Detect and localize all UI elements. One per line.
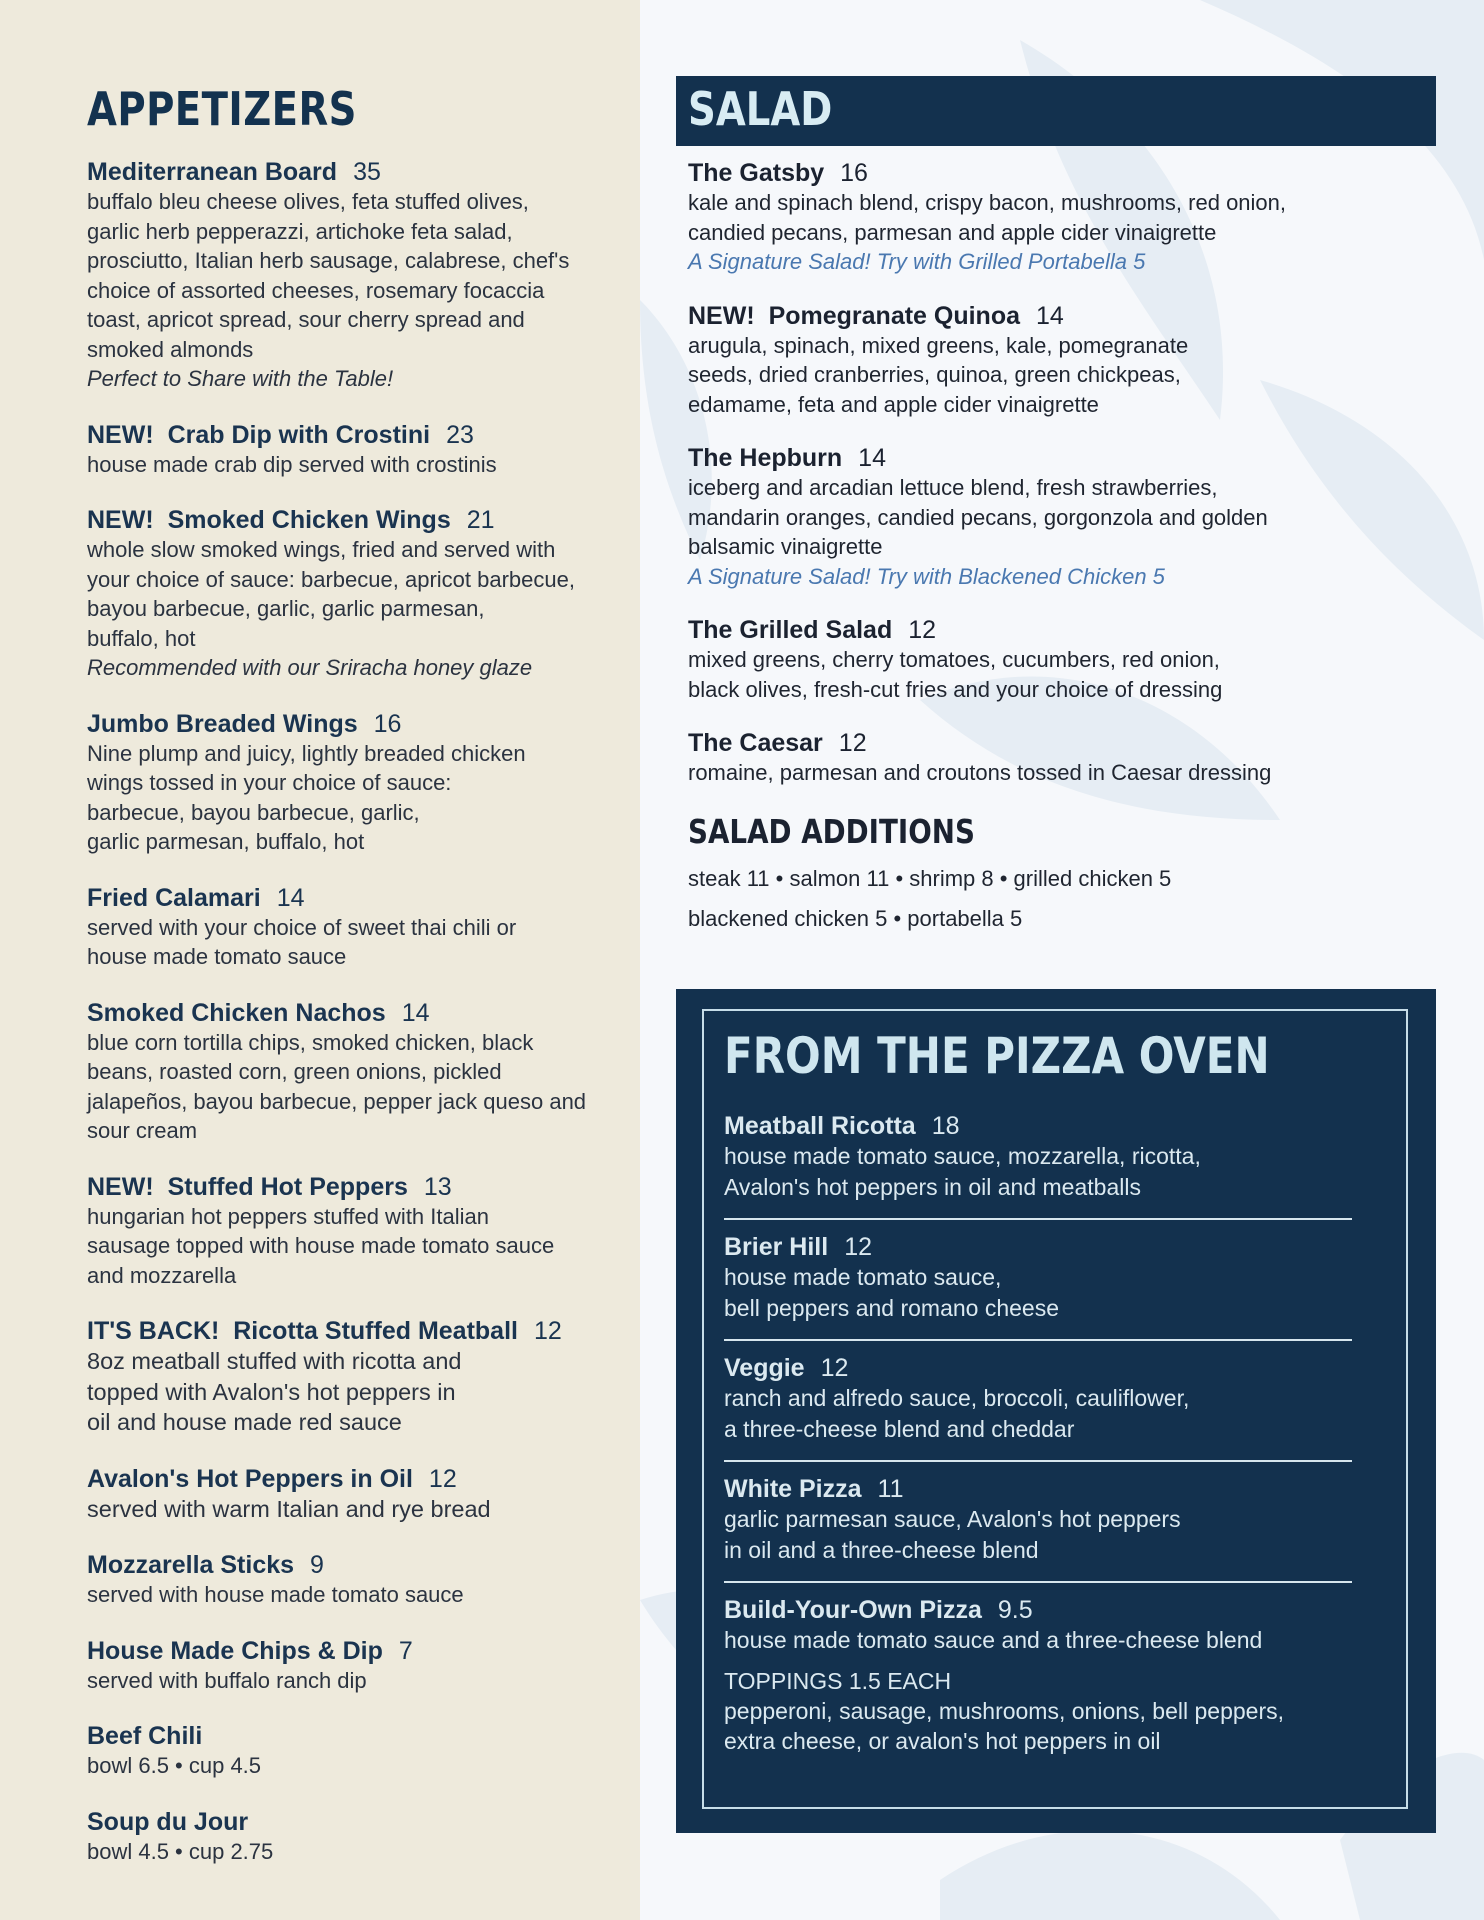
pizza-description-line: ranch and alfredo sauce, broccoli, cauliflower, [724, 1385, 1190, 1411]
appetizer-item [87, 1807, 617, 1867]
pizza-description-line: bell peppers and romano cheese [724, 1294, 1060, 1321]
appetizer-description-line: smoked almonds [87, 336, 254, 362]
menu-item-title-line [87, 157, 617, 187]
menu-item-title-line [688, 301, 1428, 331]
menu-item-name-text: Stuffed Hot Peppers [167, 1172, 408, 1201]
menu-item-name-text: Jumbo Breaded Wings [87, 709, 358, 738]
menu-item-price: 7 [398, 1636, 413, 1665]
menu-item-name [724, 1112, 916, 1140]
menu-item-name-text: Veggie [724, 1354, 805, 1382]
menu-item-name [87, 1551, 294, 1579]
menu-item-name [688, 302, 1020, 330]
menu-item-title-line [87, 1636, 617, 1666]
pizza-description-line: garlic parmesan sauce, Avalon's hot peppers [724, 1506, 1181, 1532]
appetizer-item [87, 1721, 617, 1781]
appetizer-description-line: bowl 4.5 • cup 2.75 [87, 1838, 274, 1864]
menu-item-prefix: NEW! [87, 420, 154, 449]
appetizer-description-line: served with buffalo ranch dip [87, 1667, 367, 1693]
menu-item-name-text: Mozzarella Sticks [87, 1551, 295, 1579]
appetizer-description-line: house made tomato sauce [87, 944, 347, 969]
salad-additions-line: steak 11 • salmon 11 • shrimp 8 • grilled chicken 5 [688, 866, 1172, 891]
menu-item-name [724, 1596, 982, 1624]
appetizer-item [87, 157, 617, 394]
menu-item-title-line [87, 1464, 617, 1494]
menu-item-price: 12 [820, 1354, 849, 1382]
appetizer-description-line: blue corn tortilla chips, smoked chicken, black [87, 1029, 534, 1055]
menu-item-name-text: White Pizza [724, 1475, 862, 1503]
salad-pizza-panel [640, 0, 1484, 1920]
menu-item-name [87, 421, 430, 449]
appetizer-item [87, 1464, 617, 1525]
menu-item-title-line [87, 1807, 617, 1837]
appetizer-description-line: buffalo bleu cheese olives, feta stuffed olives, [87, 189, 529, 214]
salad-description-line: edamame, feta and apple cider vinaigrette [688, 391, 1099, 417]
appetizer-description-line: jalapeños, bayou barbecue, pepper jack queso and [87, 1088, 587, 1114]
salad-description-line: mandarin oranges, candied pecans, gorgonzola and golden [688, 504, 1268, 530]
menu-item-name [87, 1808, 248, 1836]
appetizer-item [87, 420, 617, 480]
menu-item-price: 12 [838, 729, 867, 757]
appetizer-description-line: barbecue, bayou barbecue, garlic, [87, 799, 420, 825]
menu-item-price: 16 [840, 159, 868, 187]
appetizer-item [87, 1550, 617, 1610]
menu-item-name-text: The Caesar [688, 729, 823, 757]
salad-description-line: iceberg and arcadian lettuce blend, fresh strawberries, [688, 475, 1218, 500]
pizza-description-line: in oil and a three-cheese blend [724, 1536, 1039, 1563]
appetizer-item [87, 998, 617, 1146]
menu-item-prefix: IT'S BACK! [87, 1317, 220, 1345]
appetizer-description-line: bowl 6.5 • cup 4.5 [87, 1753, 262, 1778]
salad-description-line: mixed greens, cherry tomatoes, cucumbers, red onion, [688, 647, 1220, 672]
appetizer-description-line: prosciutto, Italian herb sausage, calabrese, chef's [87, 248, 570, 273]
salad-description-line: arugula, spinach, mixed greens, kale, pomegranate [688, 332, 1189, 358]
pizza-heading: FROM THE PIZZA OVEN [724, 1027, 1270, 1085]
appetizer-description-line: and mozzarella [87, 1262, 237, 1288]
menu-item-price: 21 [466, 506, 495, 534]
menu-item-price: 18 [931, 1112, 960, 1140]
pizza-item [724, 1341, 1352, 1462]
salad-item [688, 443, 1428, 591]
menu-item-price: 11 [877, 1475, 904, 1503]
menu-item-name-text: The Hepburn [688, 444, 843, 472]
appetizer-description-line: hungarian hot peppers stuffed with Italian [87, 1203, 489, 1229]
menu-item-name [688, 616, 892, 644]
menu-item-name [87, 884, 261, 912]
appetizers-panel [0, 0, 640, 1920]
menu-item-price: 13 [423, 1172, 452, 1201]
salad-signature-note: A Signature Salad! Try with Blackened Chicken 5 [688, 563, 1165, 589]
menu-item-title-line [87, 709, 617, 739]
menu-item-title-line [688, 158, 1428, 188]
appetizer-description-line: choice of assorted cheeses, rosemary focaccia [87, 277, 545, 303]
appetizer-description-line: served with warm Italian and rye bread [87, 1495, 491, 1522]
salad-additions-heading: SALAD ADDITIONS [688, 812, 975, 851]
menu-item-name [688, 159, 824, 187]
menu-item-title-line [688, 728, 1428, 758]
appetizer-description-line: served with house made tomato sauce [87, 1582, 464, 1607]
menu-item-name-text: Soup du Jour [87, 1807, 249, 1836]
appetizer-item [87, 883, 617, 972]
salad-description-line: candied pecans, parmesan and apple cider vinaigrette [688, 219, 1217, 245]
menu-item-name [87, 158, 337, 186]
menu-item-price: 14 [276, 883, 305, 912]
salad-list [688, 158, 1428, 812]
menu-item-price: 9 [310, 1551, 324, 1579]
menu-item-title-line [724, 1111, 1352, 1141]
menu-item-name-text: Build-Your-Own Pizza [724, 1596, 982, 1624]
salad-item [688, 158, 1428, 277]
salad-description-line: kale and spinach blend, crispy bacon, mushrooms, red onion, [688, 190, 1287, 215]
appetizer-item [87, 1316, 617, 1438]
menu-item-title-line [688, 443, 1428, 473]
menu-item-title-line [87, 420, 617, 450]
appetizer-item [87, 1172, 617, 1291]
menu-item-name [87, 710, 358, 738]
menu-item-name-text: The Grilled Salad [688, 616, 893, 644]
menu-item-name [87, 1637, 383, 1665]
menu-item-title-line [87, 505, 617, 535]
menu-item-price: 12 [908, 616, 937, 644]
menu-item-title-line [688, 615, 1428, 645]
appetizer-description-line: bayou barbecue, garlic, garlic parmesan, [87, 596, 485, 621]
menu-item-title-line [724, 1595, 1352, 1625]
menu-item-title-line [724, 1474, 1352, 1504]
menu-item-price: 14 [858, 444, 886, 472]
pizza-item [724, 1111, 1352, 1220]
menu-item-price: 12 [844, 1233, 873, 1261]
menu-item-title-line [87, 998, 617, 1028]
menu-item-name [87, 999, 386, 1027]
toppings-line: pepperoni, sausage, mushrooms, onions, bell peppers, [724, 1697, 1285, 1724]
menu-item-price: 12 [428, 1464, 457, 1493]
appetizer-description-line: your choice of sauce: barbecue, apricot barbecue, [87, 566, 575, 592]
menu-item-title-line [87, 1172, 617, 1202]
salad-additions-line: blackened chicken 5 • portabella 5 [688, 906, 1023, 931]
salad-description-line: balsamic vinaigrette [688, 534, 883, 559]
menu-item-name-text: Brier Hill [724, 1233, 829, 1261]
pizza-item [724, 1220, 1352, 1341]
pizza-description-line: a three-cheese blend and cheddar [724, 1415, 1075, 1442]
salad-item [688, 301, 1428, 420]
menu-item-name [87, 1722, 202, 1750]
salad-description-line: black olives, fresh-cut fries and your choice of dressing [688, 676, 1223, 702]
menu-item-title-line [724, 1353, 1352, 1383]
appetizer-note: Perfect to Share with the Table! [87, 366, 394, 391]
menu-item-prefix: NEW! [87, 1172, 154, 1201]
menu-item-name-text: Smoked Chicken Wings [167, 506, 451, 534]
appetizer-description-line: topped with Avalon's hot peppers in [87, 1378, 456, 1405]
pizza-frame [702, 1009, 1408, 1809]
menu-item-name-text: Crab Dip with Crostini [167, 420, 431, 449]
menu-item-name [87, 1465, 413, 1493]
appetizer-item [87, 1636, 617, 1696]
menu-item-name [688, 729, 823, 757]
menu-item-name-text: Smoked Chicken Nachos [87, 998, 386, 1027]
pizza-item [724, 1462, 1352, 1583]
menu-item-price: 23 [446, 420, 474, 449]
salad-header-band [676, 76, 1436, 146]
appetizer-description-line: garlic parmesan, buffalo, hot [87, 829, 365, 854]
appetizer-description-line: buffalo, hot [87, 625, 196, 651]
menu-item-name [87, 506, 451, 534]
menu-item-name [87, 1173, 408, 1201]
appetizer-description-line: garlic herb pepperazzi, artichoke feta salad, [87, 218, 513, 244]
menu-item-price: 14 [1036, 301, 1064, 330]
menu-item-name-text: Pomegranate Quinoa [768, 301, 1021, 330]
salad-heading: SALAD [688, 82, 833, 136]
appetizer-description-line: served with your choice of sweet thai chili or [87, 914, 517, 940]
pizza-section [676, 989, 1436, 1833]
menu-item-title-line [87, 1721, 617, 1751]
menu-item-title-line [724, 1232, 1352, 1262]
appetizer-description-line: beans, roasted corn, green onions, pickled [87, 1059, 502, 1084]
appetizer-description-line: sour cream [87, 1118, 198, 1143]
menu-item-name-text: Beef Chili [87, 1722, 203, 1750]
appetizer-description-line: Nine plump and juicy, lightly breaded chicken [87, 740, 526, 766]
menu-item-prefix: NEW! [87, 506, 154, 534]
menu-item-name [87, 1317, 518, 1345]
menu-item-name-text: Mediterranean Board [87, 158, 338, 186]
appetizers-heading: APPETIZERS [87, 82, 357, 136]
appetizer-description-line: 8oz meatball stuffed with ricotta and [87, 1348, 462, 1374]
menu-item-name-text: Ricotta Stuffed Meatball [233, 1317, 518, 1345]
menu-item-name [724, 1475, 862, 1503]
appetizer-item [87, 505, 617, 683]
menu-item-name-text: House Made Chips & Dip [87, 1636, 383, 1665]
appetizers-list [87, 157, 617, 1892]
menu-item-price: 9.5 [997, 1596, 1033, 1624]
menu-item-name [724, 1354, 805, 1382]
salad-description-line: seeds, dried cranberries, quinoa, green chickpeas, [688, 362, 1181, 387]
menu-item-title-line [87, 1316, 617, 1346]
pizza-item [724, 1583, 1352, 1773]
salad-item [688, 728, 1428, 788]
menu-item-title-line [87, 883, 617, 913]
menu-item-name [688, 444, 842, 472]
pizza-description-line: house made tomato sauce, mozzarella, ricotta, [724, 1143, 1201, 1169]
pizza-description-line: Avalon's hot peppers in oil and meatballs [724, 1173, 1141, 1200]
appetizer-description-line: whole slow smoked wings, fried and served with [87, 537, 556, 562]
menu-item-name [724, 1233, 828, 1261]
appetizer-description-line: wings tossed in your choice of sauce: [87, 770, 452, 795]
pizza-description-line: house made tomato sauce and a three-cheese blend [724, 1627, 1263, 1653]
menu-item-title-line [87, 1550, 617, 1580]
menu-item-name-text: Meatball Ricotta [724, 1112, 916, 1140]
appetizer-description-line: house made crab dip served with crostinis [87, 451, 497, 477]
pizza-list [724, 1111, 1352, 1773]
menu-item-price: 14 [401, 998, 430, 1027]
toppings-label: TOPPINGS 1.5 EACH [724, 1667, 952, 1694]
toppings-line: extra cheese, or avalon's hot peppers in oil [724, 1728, 1161, 1754]
appetizer-description-line: sausage topped with house made tomato sauce [87, 1233, 555, 1258]
salad-signature-note: A Signature Salad! Try with Grilled Portabella 5 [688, 249, 1146, 274]
menu-item-price: 16 [373, 709, 402, 738]
appetizer-description-line: toast, apricot spread, sour cherry spread and [87, 307, 525, 332]
menu-item-name-text: Avalon's Hot Peppers in Oil [87, 1464, 413, 1493]
menu-item-price: 35 [353, 158, 381, 186]
appetizer-note: Recommended with our Sriracha honey glaze [87, 655, 533, 680]
pizza-description-line: house made tomato sauce, [724, 1264, 1002, 1290]
salad-item [688, 615, 1428, 704]
menu-item-price: 12 [533, 1317, 562, 1345]
menu-item-name-text: Fried Calamari [87, 883, 261, 912]
salad-description-line: romaine, parmesan and croutons tossed in Caesar dressing [688, 760, 1272, 785]
appetizer-item [87, 709, 617, 857]
appetizer-description-line: oil and house made red sauce [87, 1409, 402, 1435]
menu-item-prefix: NEW! [688, 301, 755, 330]
menu-item-name-text: The Gatsby [688, 159, 825, 187]
